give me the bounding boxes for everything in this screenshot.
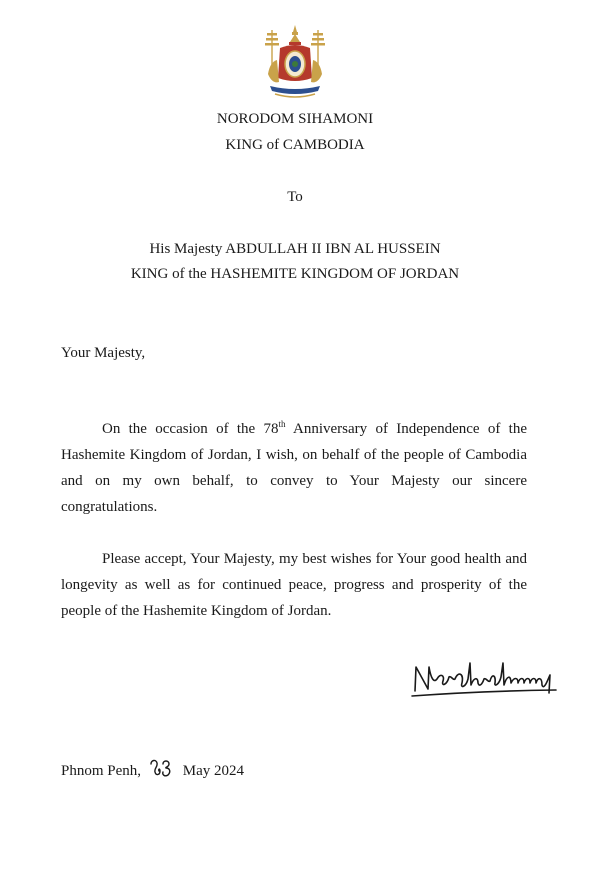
recipient-title: KING of the HASHEMITE KINGDOM OF JORDAN: [130, 266, 460, 282]
salutation: Your Majesty,: [61, 345, 146, 361]
paragraph-text: Please accept, Your Majesty, my best wishes for Your good health and longevity as well as for continued peace, progress and prosperity of the people of the Hashemite Kingdom of Jordan.: [61, 551, 527, 619]
date-place: Phnom Penh,: [61, 763, 142, 779]
congratulations-paragraph: [61, 416, 527, 520]
recipient-name: His Majesty ABDULLAH II IBN AL HUSSEIN: [149, 241, 441, 257]
ordinal-suffix: th: [278, 419, 286, 429]
handwritten-day-icon: [149, 758, 175, 778]
to-label: To: [287, 189, 303, 205]
sender-name: NORODOM SIHAMONI: [216, 111, 374, 127]
signature-icon: [410, 655, 560, 700]
paragraph-text: On the occasion of the 78: [102, 421, 279, 437]
date-line: [61, 758, 244, 780]
wishes-paragraph: [61, 546, 527, 624]
sender-title: KING of CAMBODIA: [225, 137, 365, 153]
paragraph-text: Anniversary of Independence of the Hashemite Kingdom of Jordan, I wish, on behalf of the people of Cambodia and on my own behalf, to convey to Your Majesty our sincere congratulations.: [61, 421, 527, 515]
royal-crest-icon: [260, 24, 330, 102]
date-month-year: May 2024: [182, 763, 245, 779]
